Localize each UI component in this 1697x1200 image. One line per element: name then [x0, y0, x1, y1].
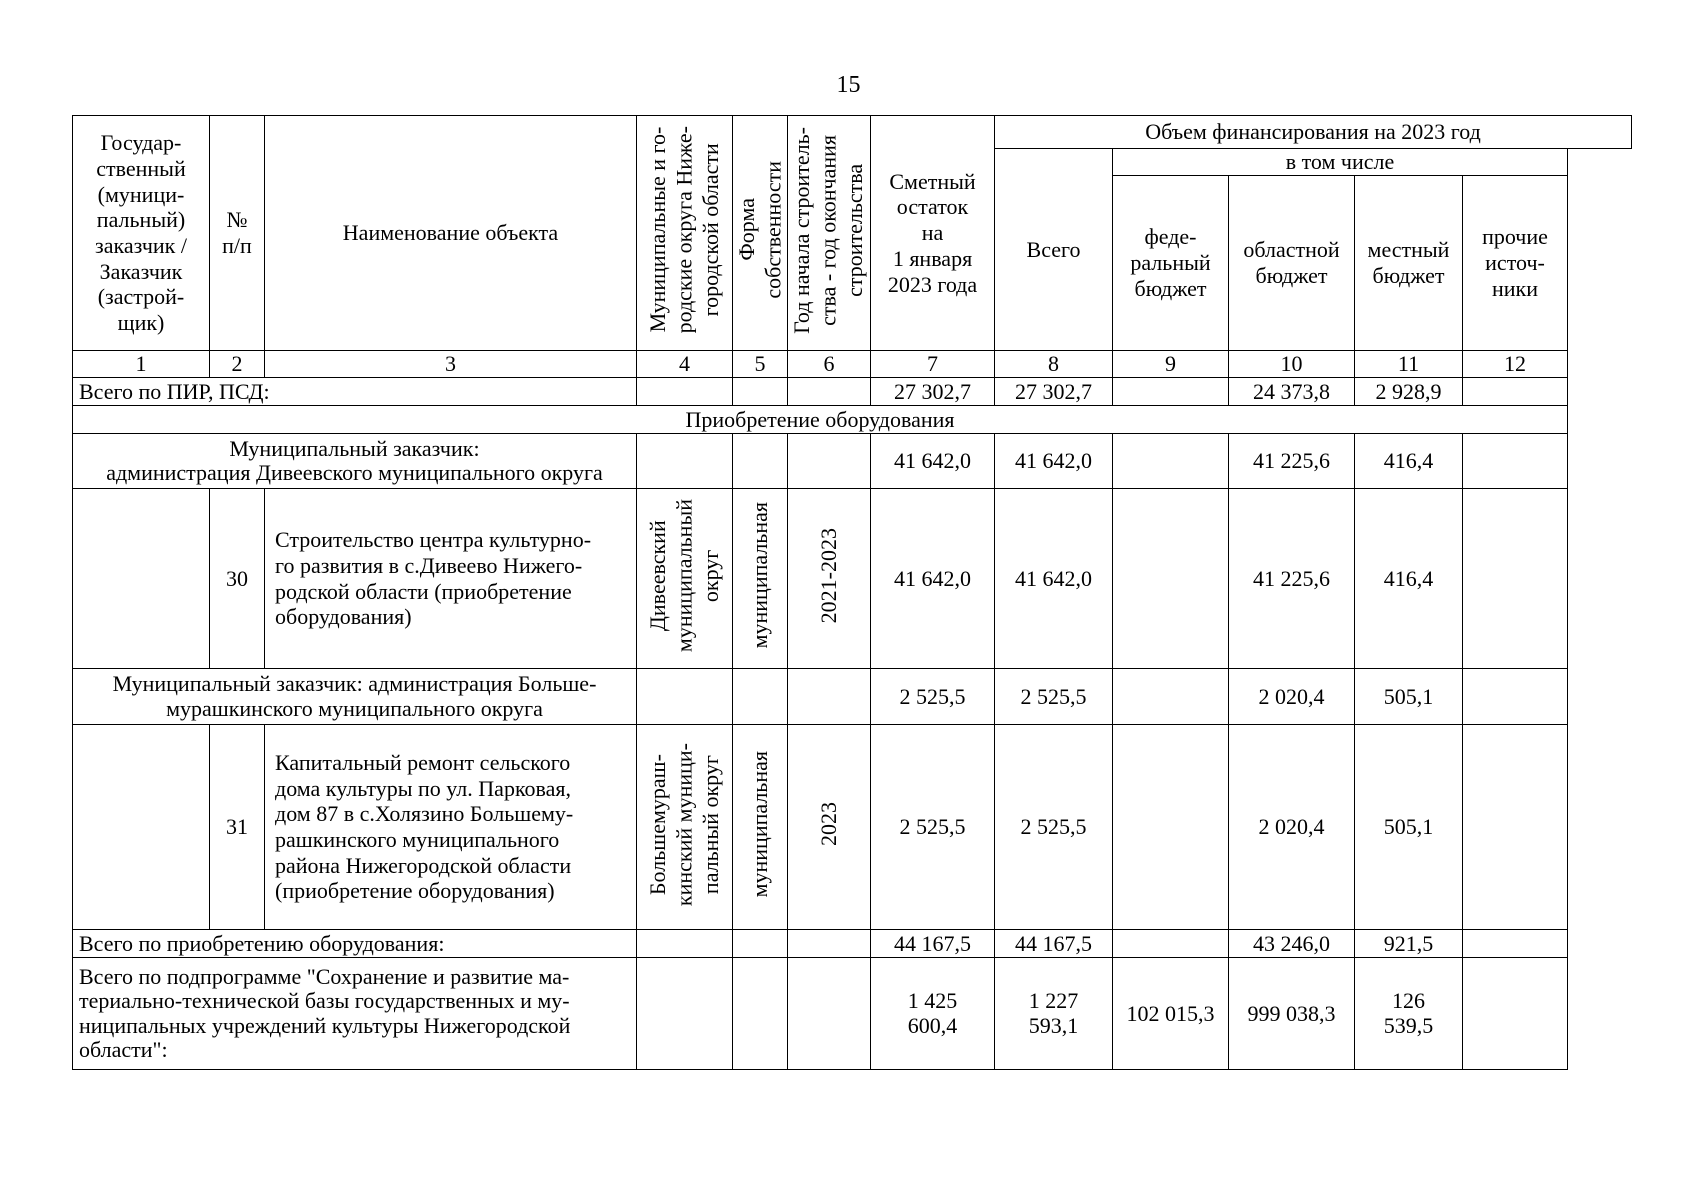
header-federal: феде- ральный бюджет	[1113, 176, 1229, 351]
cell-other	[1463, 378, 1568, 406]
row-label: Муниципальный заказчик: администрация Больше- мурашкинского муниципального округа	[73, 669, 637, 725]
cell-other	[1463, 930, 1568, 958]
row-label: Всего по подпрограмме "Сохранение и развитие ма- териально-технической базы государственных и му- ниципальных учреждений культуры Нижегородской области":	[73, 958, 637, 1070]
table-row-equipment-total	[73, 930, 1632, 958]
col-number: 8	[995, 351, 1113, 378]
cell-remainder: 2 525,5	[871, 669, 995, 725]
header-num: № п/п	[210, 116, 265, 351]
table-row-pir-total	[73, 378, 1632, 406]
cell-district: Дивеевский муниципальный округ	[644, 499, 723, 653]
table-row-customer-diveevo	[73, 434, 1632, 489]
cell-years: 2023	[815, 802, 841, 847]
cell-federal	[1113, 669, 1229, 725]
cell-object-name: Строительство центра культурно- го развития в с.Дивеево Нижего- родской области (приобретение оборудования)	[265, 489, 637, 669]
cell-num: 31	[210, 725, 265, 930]
section-title: Приобретение оборудования	[73, 406, 1568, 434]
table-row-subprogram-total	[73, 958, 1632, 1070]
header-local: местный бюджет	[1355, 176, 1463, 351]
cell-ownership: муниципальная	[746, 750, 772, 898]
cell-regional: 43 246,0	[1229, 930, 1355, 958]
col-number: 4	[637, 351, 733, 378]
cell-ownership: муниципальная	[746, 502, 772, 649]
cell-remainder: 41 642,0	[871, 489, 995, 669]
page-number: 15	[836, 72, 861, 98]
cell-other	[1463, 958, 1568, 1070]
cell-num: 30	[210, 489, 265, 669]
cell-federal	[1113, 930, 1229, 958]
cell-local: 416,4	[1355, 489, 1463, 669]
cell-other	[1463, 669, 1568, 725]
col-number: 12	[1463, 351, 1568, 378]
cell-local: 505,1	[1355, 669, 1463, 725]
header-object-name: Наименование объекта	[265, 116, 637, 351]
cell-local: 505,1	[1355, 725, 1463, 930]
cell-regional: 2 020,4	[1229, 669, 1355, 725]
cell-remainder: 44 167,5	[871, 930, 995, 958]
cell-total: 41 642,0	[995, 489, 1113, 669]
col-number: 2	[210, 351, 265, 378]
col-number: 1	[73, 351, 210, 378]
header-funding: Объем финансирования на 2023 год	[995, 116, 1632, 149]
header-regional: областной бюджет	[1229, 176, 1355, 351]
cell-remainder: 2 525,5	[871, 725, 995, 930]
cell-federal	[1113, 434, 1229, 489]
cell-total: 2 525,5	[995, 669, 1113, 725]
cell-local: 921,5	[1355, 930, 1463, 958]
cell-total: 1 227 593,1	[995, 958, 1113, 1070]
header-other: прочие источ- ники	[1463, 176, 1568, 351]
cell-total: 44 167,5	[995, 930, 1113, 958]
cell-object-name: Капитальный ремонт сельского дома культуры по ул. Парковая, дом 87 в с.Холязино Большему- рашкинского муниципального района Нижегородской области (приобретение оборудования)	[265, 725, 637, 930]
cell-regional: 2 020,4	[1229, 725, 1355, 930]
table-row-customer-bolshemurashkino	[73, 669, 1632, 725]
cell-other	[1463, 725, 1568, 930]
cell-local: 416,4	[1355, 434, 1463, 489]
header-including: в том числе	[1113, 149, 1568, 176]
cell-regional: 999 038,3	[1229, 958, 1355, 1070]
header-customer: Государ- ственный (муници- пальный) заказчик / Заказчик (застрой- щик)	[73, 116, 210, 351]
cell-other	[1463, 434, 1568, 489]
cell-district: Большемураш- кинский муници- пальный округ	[644, 742, 723, 906]
header-district: Муниципальные и го- родские округа Ниже- городской области	[644, 126, 723, 334]
col-number: 10	[1229, 351, 1355, 378]
header-total: Всего	[995, 149, 1113, 351]
cell-federal	[1113, 725, 1229, 930]
cell-remainder: 27 302,7	[871, 378, 995, 406]
header-years: Год начала строитель- ства - год окончания строительства	[789, 126, 868, 334]
cell-other	[1463, 489, 1568, 669]
cell-total: 2 525,5	[995, 725, 1113, 930]
header-remainder: Сметный остаток на 1 января 2023 года	[871, 116, 995, 351]
row-label: Муниципальный заказчик: администрация Дивеевского муниципального округа	[73, 434, 637, 489]
col-number: 6	[788, 351, 871, 378]
col-number: 7	[871, 351, 995, 378]
table-row-item-30	[73, 489, 1632, 669]
cell-total: 27 302,7	[995, 378, 1113, 406]
funding-table	[72, 115, 1632, 1070]
cell-federal: 102 015,3	[1113, 958, 1229, 1070]
cell-local: 2 928,9	[1355, 378, 1463, 406]
col-number: 11	[1355, 351, 1463, 378]
header-ownership: Форма собственности	[733, 161, 785, 299]
cell-remainder: 1 425 600,4	[871, 958, 995, 1070]
cell-regional: 41 225,6	[1229, 434, 1355, 489]
cell-remainder: 41 642,0	[871, 434, 995, 489]
cell-years: 2021-2023	[815, 527, 841, 624]
cell-total: 41 642,0	[995, 434, 1113, 489]
row-label: Всего по приобретению оборудования:	[73, 930, 637, 958]
col-number: 5	[733, 351, 788, 378]
cell-federal	[1113, 378, 1229, 406]
col-number: 3	[265, 351, 637, 378]
cell-regional: 41 225,6	[1229, 489, 1355, 669]
row-label: Всего по ПИР, ПСД:	[73, 378, 637, 406]
cell-regional: 24 373,8	[1229, 378, 1355, 406]
col-number: 9	[1113, 351, 1229, 378]
cell-federal	[1113, 489, 1229, 669]
table-row-item-31	[73, 725, 1632, 930]
cell-local: 126 539,5	[1355, 958, 1463, 1070]
